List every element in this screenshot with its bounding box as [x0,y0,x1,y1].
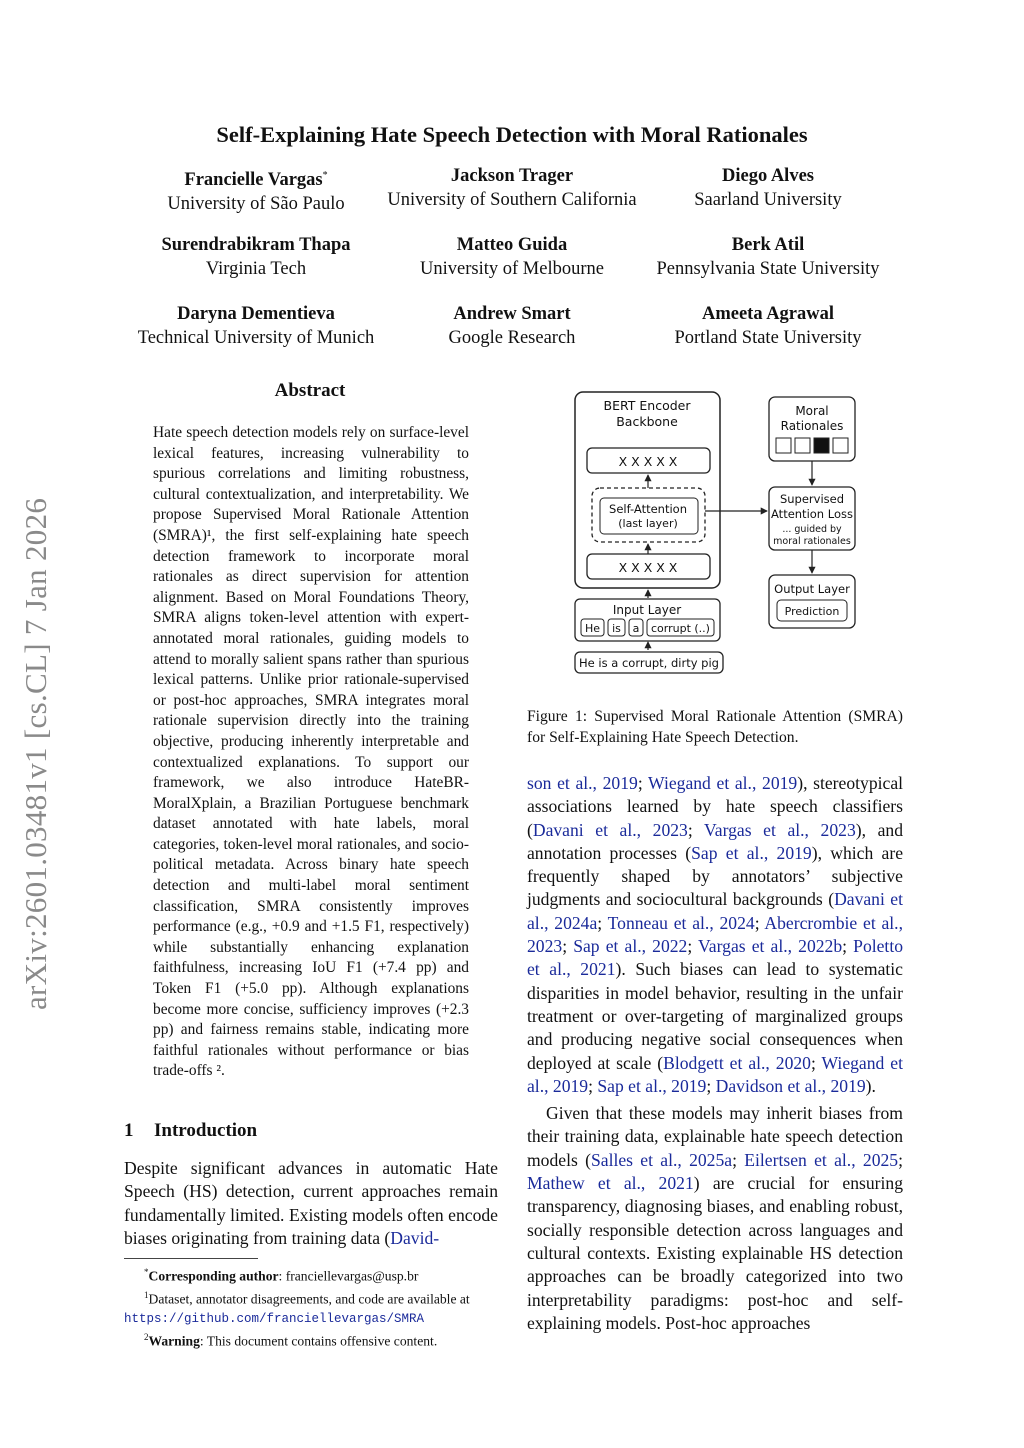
author-affiliation: Pennsylvania State University [656,259,880,279]
paragraph-text: ; [637,773,649,793]
paragraph-text: ; [810,1052,822,1073]
input-token: corrupt (..) [651,622,710,635]
attention-label: Self-Attention [609,502,687,516]
author-name: Matteo Guida [456,235,568,255]
citation-link[interactable]: Davidson et al., 2019 [715,1075,866,1096]
citation-link[interactable]: Eilertsen et al., 2025 [744,1149,899,1170]
arxiv-identifier: arXiv:2601.03481v1 [cs.CL] 7 Jan 2026 [18,497,53,1010]
paragraph-text: ; [588,1075,598,1096]
author-name: Ameeta Agrawal [701,304,835,324]
abstract-text: Hate speech detection models rely on surface-level lexical features, increasing vulnerability to spurious correlations and limiting robustness, cultural contextualization, and interpretability. We propose Supervised Moral Rationale Attention (SMRA)¹, the first self-explaining hate speech detection framework to incorporate moral rationales as direct supervision for attention alignment. Based on Moral Foundations Theory, SMRA aligns token-level attention with expert-annotated moral rationales, guiding models to attend to morally salient spans rather than spurious lexical patterns. Unlike prior rationale-supervised or post-hoc approaches, SMRA integrates moral rationale supervision directly into the training objective, producing inherently interpretable and contextualized explanations. To support our framework, we also introduce HateBR-MoralXplain, a Brazilian Portuguese benchmark dataset annotated with hate labels, moral categories, token-level moral rationales, and socio-political metadata. Across binary hate speech detection and multi-label moral sentiment classification, SMRA consistently improves performance (e.g., +0.9 and +1.5 F1, respectively) while substantially enhancing explanation faithfulness, increasing IoU F1 (+7.4 pp) and Token F1 (+5.0 pp). Although explanations become more concise, sufficiency improves (+2.3 pp) and fairness remains stable, indicating more faithful rationales without performance or bias trade-offs ². [153,424,469,1080]
citation-link[interactable]: Davani et al., 2024a [527,889,903,933]
citation-link[interactable]: Davani et al., 2023 [532,819,688,840]
citation-link[interactable]: Poletto et al., 2021 [527,936,904,980]
input-token: He [584,622,601,635]
author-name: Francielle Vargas [184,170,323,191]
loss-title: Supervised [779,492,845,506]
author-affiliation: University of Melbourne [420,259,604,279]
author-affiliation: University of São Paulo [167,194,345,215]
author-affiliation: University of Southern California [387,190,637,210]
author-name: Jackson Trager [450,166,574,186]
moral-rationale-cell [795,438,810,453]
paragraph-text: ; [687,819,705,840]
intro-text: Despite significant advances in automatic Hate Speech (HS) detection, current approaches remain fundamentally limited. Existing models often encode biases originating from training data ( [124,1158,498,1249]
section-title: Introduction [154,1120,258,1141]
paragraph-text: ; [597,912,608,933]
moral-title: Moral [795,404,829,418]
moral-subtitle: Rationales [780,419,844,433]
citation-link[interactable]: Vargas et al., 2022b [698,936,843,957]
author-affiliation: Portland State University [674,328,862,348]
citation-link[interactable]: Blodgett et al., 2020 [663,1052,811,1073]
author-block [608,164,928,212]
citation-link[interactable]: Abercrombie et al., 2023 [527,912,903,957]
author-affiliation: Technical University of Munich [137,328,375,348]
footnote-bold: Warning [148,1333,200,1349]
author-name: Daryna Dementieva [177,304,335,324]
input-token: is [612,622,621,635]
author-block [608,302,928,350]
citation-link[interactable]: Vargas et al., 2023 [704,819,856,840]
encoder-subtitle: Backbone [616,414,678,429]
moral-rationale-cell [833,438,848,453]
intro-paragraph [124,1157,498,1251]
paragraph-text: ; [706,1075,716,1096]
author-name: Surendrabikram Thapa [161,235,351,255]
footnote-text: : franciellevargas@usp.br [278,1268,419,1284]
paragraph-text: ; [754,912,765,933]
footnote-text: Dataset, annotator disagreements, and code are available at [148,1291,470,1307]
section-heading [124,1120,257,1142]
citation-link[interactable]: Tonneau et al., 2024 [607,912,755,933]
author-affiliation: Virginia Tech [205,259,307,279]
tokens-bottom: X X X X X [618,560,678,575]
footnote [124,1263,498,1286]
input-sentence: He is a corrupt, dirty pig [579,656,719,670]
footnote-text: : This document contains offensive content. [199,1333,438,1349]
paper-title: Self-Explaining Hate Speech Detection with Moral Rationales [216,122,808,147]
figure-diagram [566,386,866,686]
citation-link[interactable]: Salles et al., 2025a [590,1149,733,1170]
paragraph [527,772,903,1098]
section-number: 1 [124,1120,134,1141]
footnote-mark: 2 [144,1331,149,1342]
citation-link[interactable]: Sap et al., 2022 [573,936,688,957]
loss-note: ... guided by [782,524,842,535]
citation-link[interactable]: Wiegand et al., 2019 [648,773,798,793]
paragraph-text: ), which are frequently shaped by annotators’ subjective judgments and sociocultural backgrounds ( [527,842,904,910]
author-block [608,233,928,281]
corresponding-mark: * [322,170,328,181]
paragraph [527,1102,903,1335]
output-layer-label: Output Layer [774,582,850,596]
loss-subtitle: Attention Loss [771,507,853,521]
citation-link[interactable]: Wiegand et al., 2019 [527,1052,903,1096]
paragraph-text: ), stereotypical associations learned by hate speech classifiers ( [527,773,904,840]
footnote [124,1328,498,1351]
footnote-mark: 1 [144,1289,149,1300]
input-layer-label: Input Layer [612,603,682,617]
input-token: a [632,622,640,635]
right-column [527,772,903,1335]
prediction-label: Prediction [784,605,840,618]
loss-note: moral rationales [773,536,851,547]
moral-rationale-cell [814,438,829,453]
moral-rationale-boxes [776,438,848,453]
author-name: Andrew Smart [453,304,571,324]
footnotes [124,1263,498,1351]
paragraph-text: ), and annotation processes ( [527,819,904,863]
author-affiliation: Saarland University [694,190,842,210]
paragraph-text: ). Such biases can lead to systematic disparities in model behavior, resulting in the unfair treatment or over-targeting of marginalized groups and producing negative social consequences when deployed at scale ( [527,959,903,1073]
paragraph-text: ) are crucial for ensuring transparency, diagnosing biases, and enabling robust, socially responsible detection across languages and cultural contexts. Existing explainable HS detection approaches can be broadly categorized into two interpretability paradigms: post-hoc and self-explaining models. Post-hoc approaches [527,1173,903,1333]
paragraph-text: ; [562,936,574,957]
encoder-title: BERT Encoder [603,398,691,413]
paragraph-text: Given that these models may inherit biases from their training data, explainable hate speech detection models ( [527,1103,903,1170]
attention-sublabel: (last layer) [618,517,678,530]
repo-link[interactable]: https://github.com/franciellevargas/SMRA [124,1311,425,1326]
citation-link[interactable]: Mathew et al., 2021 [527,1173,694,1194]
footnote-mark: * [144,1267,149,1277]
abstract-heading: Abstract [274,380,346,401]
paragraph-text: ). [865,1075,876,1096]
footnote [124,1286,498,1328]
footnote-rule [124,1258,258,1259]
author-name: Berk Atil [731,235,805,255]
author-affiliation: Google Research [448,328,576,348]
citation-link[interactable]: Sap et al., 2019 [597,1075,707,1096]
moral-rationale-cell [776,438,791,453]
citation-link[interactable]: Sap et al., 2019 [691,842,812,863]
footnote-bold: Corresponding author [148,1268,279,1284]
paragraph-text: ; [842,936,854,957]
paragraph-text: ; [687,936,699,957]
citation-link[interactable]: David- [390,1228,440,1249]
author-name: Diego Alves [722,166,814,186]
citation-link[interactable]: son et al., 2019 [527,773,638,793]
paragraph-text: ; [898,1149,903,1170]
tokens-top: X X X X X [618,454,678,469]
paragraph-text: ; [732,1149,745,1170]
figure-caption: Figure 1: Supervised Moral Rationale Attention (SMRA) for Self-Explaining Hate Speech Detection. [527,708,903,746]
